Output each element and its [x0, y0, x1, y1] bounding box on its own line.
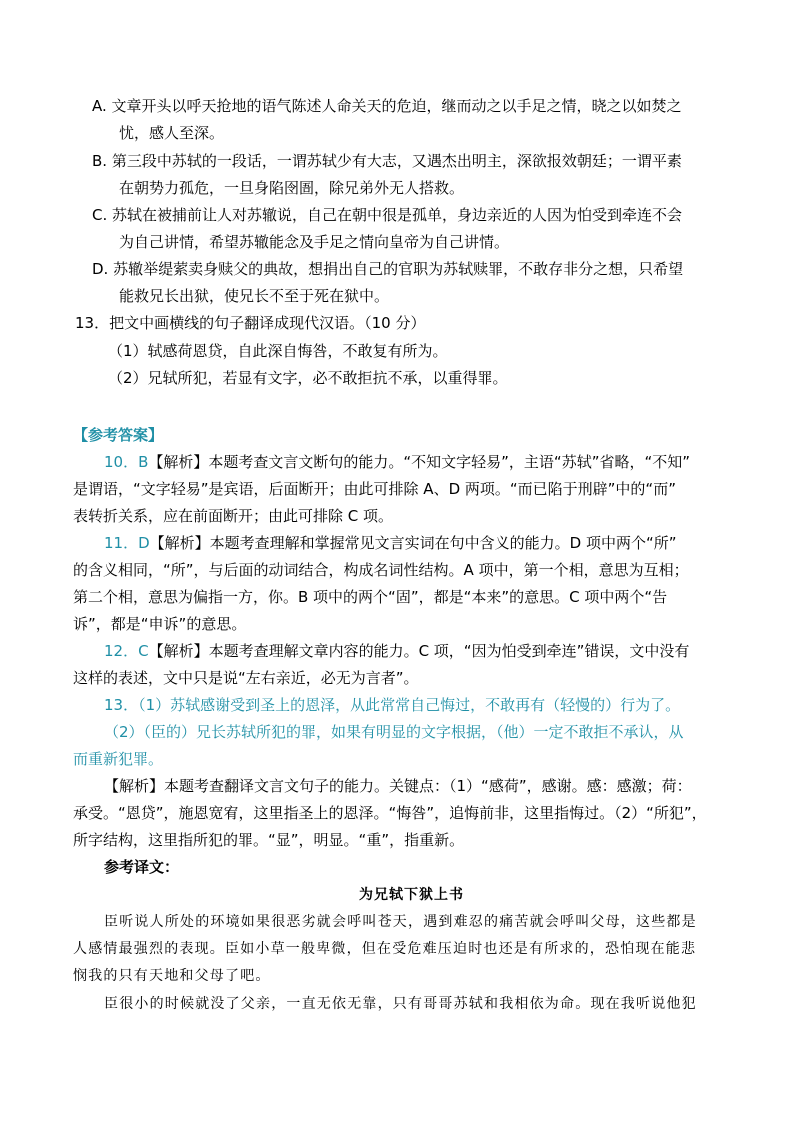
answer-11-line-4: 诉”，都是“申诉”的意思。 [73, 615, 247, 633]
option-b-line-1: B. 第三段中苏轼的一段话，一谓苏轼少有大志，又遇杰出明主，深欲报效朝廷；一谓平素 [92, 152, 682, 170]
answer-12-line-1 [104, 641, 689, 661]
answer-10-line-3: 表转折关系，应在前面断开；由此可排除 C 项。 [73, 507, 394, 525]
answer-13-explanation-3: 所字结构，这里指所犯的罪。“显”，明显。“重”，指重新。 [73, 831, 465, 849]
answer-11-line-1 [104, 533, 677, 553]
option-b-line-2: 在朝势力孤危，一旦身陷囹圄，除兄弟外无人搭救。 [119, 179, 465, 197]
option-c-line-1: C. 苏轼在被捕前让人对苏辙说，自己在朝中很是孤单，身边亲近的人因为怕受到牵连不会 [92, 206, 683, 224]
answer-12-line-2: 这样的表述，文中只是说“左右亲近，必无为言者”。 [73, 669, 419, 687]
answer-13-explanation-2: 承受。“恩贷”，施恩宽宥，这里指圣上的恩泽。“悔咎”，追悔前非，这里指悔过。（2）“所犯”， [73, 804, 707, 822]
answer-10-line-1 [104, 452, 690, 472]
answer-10-line-2: 是谓语，“文字轻易”是宾语，后面断开；由此可排除 A、D 两项。“而已陷于刑辟”中的“而” [73, 480, 676, 498]
option-d-line-2: 能救兄长出狱，使兄长不至于死在狱中。 [119, 287, 390, 305]
translation-para-1-line-2: 人感情最强烈的表现。臣如小草一般卑微，但在受危难压迫时也还是有所求的，恐怕现在能悲 [73, 941, 697, 957]
option-d-line-1: D. 苏辙举缇萦卖身赎父的典故，想捐出自己的官职为苏轼赎罪，不敢存非分之想，只希望 [92, 260, 684, 278]
translation-label: 参考译文： [104, 858, 180, 876]
answer-13-translation-3: 而重新犯罪。 [73, 750, 164, 768]
answer-10-text-1: 【解析】本题考查文言文断句的能力。“不知文字轻易”，主语“苏轼”省略，“不知” [148, 453, 691, 471]
translation-para-1-line-3: 悯我的只有天地和父母了吧。 [73, 968, 271, 984]
answer-11-line-3: 第二个相，意思为偏指一方，你。B 项中的两个“固”，都是“本来”的意思。C 项中两个“告 [73, 588, 668, 606]
answer-11-text-1: 【解析】本题考查理解和掌握常见文言实词在句中含义的能力。D 项中两个“所” [149, 534, 677, 552]
answers-header: 【参考答案】 [73, 426, 164, 444]
answer-11-line-2: 的含义相同，“所”，与后面的动词结合，构成名词性结构。A 项中，第一个相，意思为互相； [73, 561, 689, 579]
option-a-line-2: 忧，感人至深。 [119, 124, 225, 142]
question-13-stem: 13．把文中画横线的句子翻译成现代汉语。（10 分） [75, 314, 426, 332]
answer-13-explanation-1: 【解析】本题考查翻译文言文句子的能力。关键点：（1）“感荷”，感谢。感：感激；荷： [104, 777, 692, 795]
answer-13-translation-1: 13．（1）苏轼感谢受到圣上的恩泽，从此常常自己悔过，不敢再有（轻慢的）行为了。 [104, 696, 681, 714]
answer-12-text-1: 【解析】本题考查理解文章内容的能力。C 项，“因为怕受到牵连”错误，文中没有 [148, 642, 690, 660]
answer-10-number: 10．B [104, 453, 149, 471]
answer-12-number: 12．C [104, 642, 149, 660]
option-a-line-1: A. 文章开头以呼天抢地的语气陈述人命关天的危迫，继而动之以手足之情，晓之以如焚之 [92, 97, 682, 115]
translation-para-2-line-1: 臣很小的时候就没了父亲，一直无依无靠，只有哥哥苏轼和我相依为命。现在我听说他犯 [104, 996, 697, 1012]
option-c-line-2: 为自己讲情，希望苏辙能念及手足之情向皇帝为自己讲情。 [119, 233, 510, 251]
question-13-sentence-2: （2）兄轼所犯，若显有文字，必不敢拒抗不承，以重得罪。 [108, 369, 508, 387]
translation-para-1-line-1: 臣听说人所处的环境如果很恶劣就会呼叫苍天，遇到难忍的痛苦就会呼叫父母，这些都是 [104, 914, 697, 930]
question-13-sentence-1: （1）轼感荷恩贷，自此深自悔咎，不敢复有所为。 [108, 342, 448, 360]
answer-11-number: 11．D [104, 534, 150, 552]
answer-13-translation-2: （2）（臣的）兄长苏轼所犯的罪，如果有明显的文字根据，（他）一定不敢拒不承认，从 [104, 723, 684, 741]
translation-title: 为兄轼下狱上书 [359, 887, 464, 903]
